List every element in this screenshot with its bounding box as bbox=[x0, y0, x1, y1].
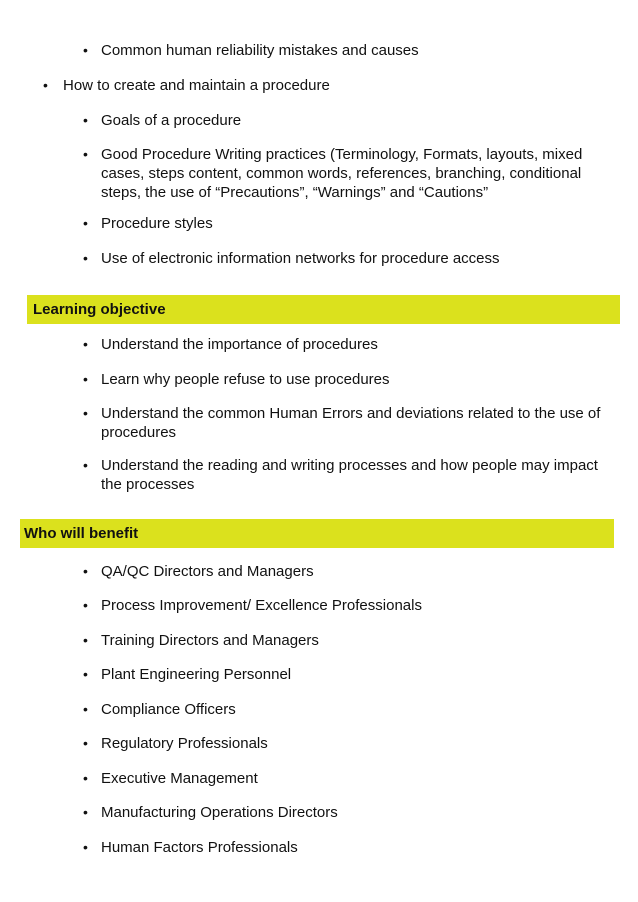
list-item-text: Understand the common Human Errors and deviations related to the use of procedures bbox=[101, 405, 601, 441]
bullet: • bbox=[83, 250, 88, 266]
list-item-text: Human Factors Professionals bbox=[101, 839, 298, 856]
list-item-text: Process Improvement/ Excellence Professionals bbox=[101, 597, 422, 614]
list-item-text: Plant Engineering Personnel bbox=[101, 666, 292, 683]
list-item-text: Regulatory Professionals bbox=[101, 735, 268, 752]
list-item bbox=[83, 145, 611, 202]
bullet: • bbox=[83, 146, 88, 162]
bullet: • bbox=[83, 42, 88, 58]
bullet: • bbox=[83, 112, 88, 128]
bullet: • bbox=[83, 666, 88, 682]
list-item-text: Use of electronic information networks for procedure access bbox=[101, 250, 500, 267]
list-item-text: QA/QC Directors and Managers bbox=[101, 563, 314, 580]
list-item-text: Procedure styles bbox=[101, 215, 213, 232]
list-item bbox=[83, 335, 611, 354]
bullet: • bbox=[83, 336, 88, 352]
section-heading-text: Learning objective bbox=[33, 301, 166, 318]
list-item-text: Learn why people refuse to use procedures bbox=[101, 371, 390, 388]
bullet: • bbox=[83, 371, 88, 387]
list-item bbox=[83, 249, 611, 268]
list-item-text: Manufacturing Operations Directors bbox=[101, 804, 338, 821]
list-item-text: Understand the importance of procedures bbox=[101, 336, 378, 353]
list-item bbox=[83, 803, 611, 822]
bullet: • bbox=[83, 735, 88, 751]
list-item bbox=[83, 404, 611, 442]
bullet: • bbox=[43, 77, 48, 93]
bullet: • bbox=[83, 215, 88, 231]
list-item-text: Common human reliability mistakes and causes bbox=[101, 42, 419, 59]
section-heading-learning-objective bbox=[27, 295, 620, 324]
bullet: • bbox=[83, 804, 88, 820]
list-item-text: Goals of a procedure bbox=[101, 112, 242, 129]
list-item-text: Good Procedure Writing practices (Terminology, Formats, layouts, mixed cases, steps content, common words, references, branching, conditional steps, the use of “Precautions”, “Warnings” and “Cautions” bbox=[101, 146, 583, 201]
section-heading-who-will-benefit bbox=[20, 519, 614, 548]
list-item bbox=[83, 456, 611, 494]
bullet: • bbox=[83, 563, 88, 579]
list-item bbox=[83, 214, 611, 233]
list-item-text: Training Directors and Managers bbox=[101, 632, 319, 649]
list-item bbox=[83, 562, 611, 581]
list-item bbox=[83, 665, 611, 684]
list-item bbox=[83, 734, 611, 753]
bullet: • bbox=[83, 597, 88, 613]
bullet: • bbox=[83, 770, 88, 786]
list-item bbox=[83, 370, 611, 389]
list-item-text: Compliance Officers bbox=[101, 701, 236, 718]
list-item-text: Understand the reading and writing processes and how people may impact the processes bbox=[101, 457, 598, 493]
list-item-text: How to create and maintain a procedure bbox=[63, 77, 330, 94]
list-item bbox=[83, 631, 611, 650]
list-item bbox=[83, 596, 611, 615]
list-item bbox=[83, 838, 611, 857]
list-item bbox=[83, 769, 611, 788]
section-heading-text: Who will benefit bbox=[24, 525, 139, 542]
bullet: • bbox=[83, 701, 88, 717]
bullet: • bbox=[83, 839, 88, 855]
bullet: • bbox=[83, 632, 88, 648]
bullet: • bbox=[83, 405, 88, 421]
list-item-text: Executive Management bbox=[101, 770, 258, 787]
list-item bbox=[83, 111, 611, 130]
list-item bbox=[83, 41, 611, 60]
bullet: • bbox=[83, 457, 88, 473]
list-item bbox=[43, 76, 613, 95]
list-item bbox=[83, 700, 611, 719]
